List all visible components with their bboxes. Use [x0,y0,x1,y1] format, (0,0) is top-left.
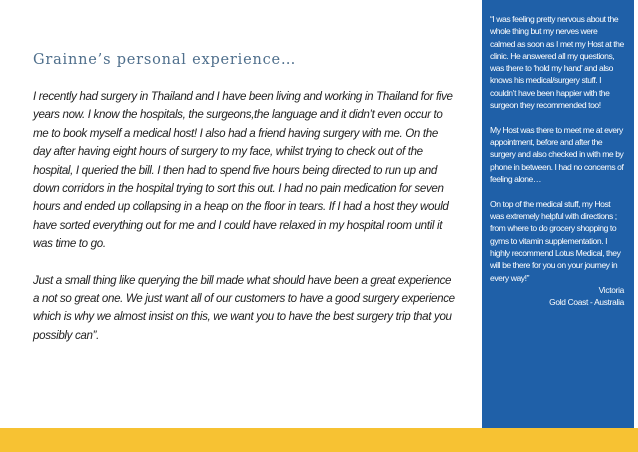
testimonial-author: Victoria [598,284,624,295]
section-heading: Grainne’s personal experience… [33,52,297,68]
experience-section [33,52,458,363]
story-paragraph: I recently had surgery in Thailand and I have been living and working in Thailand for five years now. I know the hospitals, the surgeons,the language and it didn’t even occur to me to book myself a medical host! I also had a friend having surgery with me. On the day after having eight hours of surgery to my face, whilst trying to check out of the hospital, I queried the bill. I then had to spend five hours being directed to run up and down corridors in the hospital trying to sort this out. I had no pain medication for seven hours and ended up collapsing in a heap on the floor in tears. If I had a host they would have sorted everything out for me and I could have relaxed in my hospital room until it was time to go. [33,90,453,251]
footer-color-bar [0,428,638,452]
testimonial-location: Gold Coast - Australia [549,297,624,308]
closing-paragraph: Just a small thing like querying the bill made what should have been a great experience a not so great one. We just want all of our customers to have a good surgery experience which is why we almost insist on this, we want you to have the best surgery trip that you possibly can”. [33,273,455,342]
testimonial-paragraph-1: “I was feeling pretty nervous about the whole thing but my nerves were calmed as soon as I met my Host at the clinic. He answered all my questions, was there to ‘hold my hand’ and also knows his medical/surgery stuff. I couldn’t have been happier with the surgeon they recommended too! [490,14,624,111]
testimonial-paragraph-2: My Host was there to meet me at every appointment, before and after the surgery and also checked in with me by phone in between. I had no concerns of feeling alone… [490,124,624,185]
testimonial-paragraph-3: On top of the medical stuff, my Host was extremely helpful with directions ; from where to do grocery shopping to gyms to vitamin supplementation. I highly recommend Lotus Medical, they will be there for you on your journey in every way!” [490,198,621,283]
testimonial-box [482,0,634,428]
